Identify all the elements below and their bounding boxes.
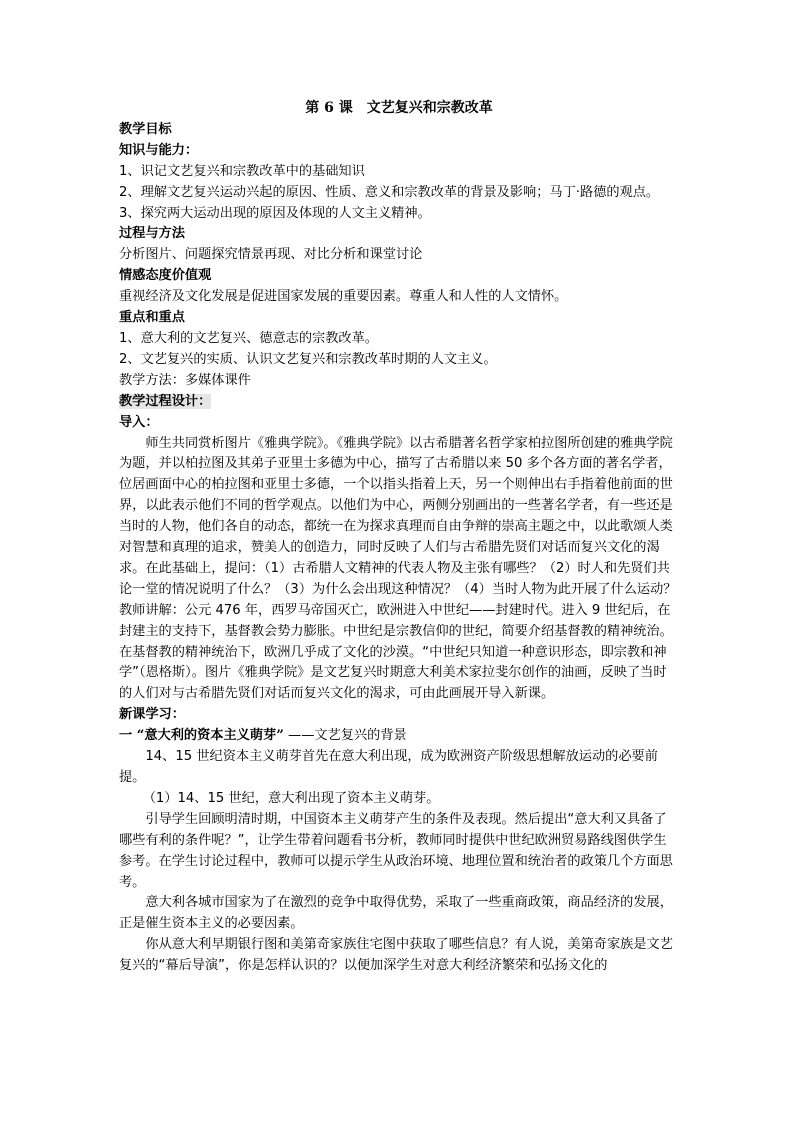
heading-process-method: 过程与方法 (119, 226, 185, 242)
knowledge-item-1: 1、识记文艺复兴和宗教改革中的基础知识 (119, 163, 365, 179)
section-1-heading (119, 726, 679, 747)
heading-knowledge-ability: 知识与能力： (119, 142, 199, 158)
teacher-explanation-paragraph: 教师讲解：公元 476 年，西罗马帝国灭亡，欧洲进入中世纪——封建时代。进入 9 世纪后，在封建主的支持下，基督教会势力膨胀。中世纪是宗教信仰的世纪，简要介绍基督教的精神统治。在基督教的精神统治下，欧洲几乎成了文化的沙漠。“中世纪只知道一种意识形态，即宗教和神学”（恩格斯）。图片《雅典学院》是文艺复兴时期意大利美术家拉斐尔创作的油画，反映了当时的人们对与古希腊先贤们对话而复兴文化的渴求，可由此画展开导入新课。 (119, 602, 673, 702)
heading-teaching-design (119, 392, 679, 413)
knowledge-item-2: 2、理解文艺复兴运动兴起的原因、性质、意义和宗教改革的背景及影响；马丁·路德的观点。 (119, 184, 660, 200)
section-1-subtitle: ——文艺复兴的背景 (283, 728, 407, 744)
heading-introduction: 导入： (119, 414, 159, 430)
teaching-design-label: 教学过程设计： (119, 393, 212, 409)
section-1-title: 一 “意大利的资本主义萌芽” (119, 728, 284, 744)
heading-key-points: 重点和重点 (119, 310, 185, 326)
teaching-method: 教学方法：多媒体课件 (119, 372, 251, 388)
key-point-1: 1、意大利的文艺复兴、德意志的宗教改革。 (119, 330, 378, 346)
paragraph-guide-students: 引导学生回顾明清时期，中国资本主义萌芽产生的条件及表现。然后提出“意大利又具备了哪些有利的条件呢？”，让学生带着问题看书分析，教师同时提供中世纪欧洲贸易路线图供学生参考。在学生讨论过程中，教师可以提示学生从政治环境、地理位置和统治者的政策几个方面思考。 (119, 811, 673, 890)
heading-attitude-values: 情感态度价值观 (119, 268, 212, 284)
key-point-2: 2、文艺复兴的实质、认识文艺复兴和宗教改革时期的人文主义。 (119, 351, 497, 367)
paragraph-medici-question: 你从意大利早期银行图和美第奇家族住宅图中获取了哪些信息？有人说，美第奇家族是文艺复兴的“幕后导演”，你是怎样认识的？以便加深学生对意大利经济繁荣和弘扬文化的 (119, 937, 673, 974)
paragraph-capitalism-sprouts: 14、15 世纪资本主义萌芽首先在意大利出现，成为欧洲资产阶级思想解放运动的必要前提。 (119, 749, 658, 785)
attitude-text: 重视经济及文化发展是促进国家发展的重要因素。尊重人和人性的人文情怀。 (119, 289, 568, 305)
document-body (119, 98, 679, 977)
heading-teaching-goals: 教学目标 (119, 121, 172, 137)
heading-new-lesson: 新课学习： (119, 707, 185, 723)
knowledge-item-3: 3、探究两大运动出现的原因及体现的人文主义精神。 (119, 205, 431, 221)
lesson-title: 第 6 课 文艺复兴和宗教改革 (305, 100, 493, 116)
intro-paragraph: 师生共同赏析图片《雅典学院》。《雅典学院》以古希腊著名哲学家柏拉图所创建的雅典学院为题，并以柏拉图及其弟子亚里士多德为中心，描写了古希腊以来 50 多个各方面的著名学者，位居画面中心的柏拉图和亚里士多德，一个以指头指着上天，另一个则伸出右手指着他前面的世界，以此表示他们不同的哲学观点。以他们为中心，两侧分别画出的一些著名学者，有一些还是当时的人物，他们各自的动态，都统一在为探求真理而自由争辩的崇高主题之中，以此歌颂人类对智慧和真理的追求，赞美人的创造力，同时反映了人们与古希腊先贤们对话而复兴文化的渴求。在此基础上，提问：（1）古希腊人文精神的代表人物及主张有哪些？（2）时人和先贤们共论一堂的情况说明了什么？（3）为什么会出现这种情况？（4）当时人物为此开展了什么运动？ (119, 435, 677, 597)
process-text: 分析图片、问题探究情景再现、对比分析和课堂讨论 (119, 247, 423, 263)
paragraph-mercantile-policy: 意大利各城市国家为了在激烈的竞争中取得优势，采取了一些重商政策，商品经济的发展，正是催生资本主义的必要因素。 (119, 895, 673, 932)
paragraph-point-1: （1）14、15 世纪，意大利出现了资本主义萌芽。 (142, 790, 440, 806)
